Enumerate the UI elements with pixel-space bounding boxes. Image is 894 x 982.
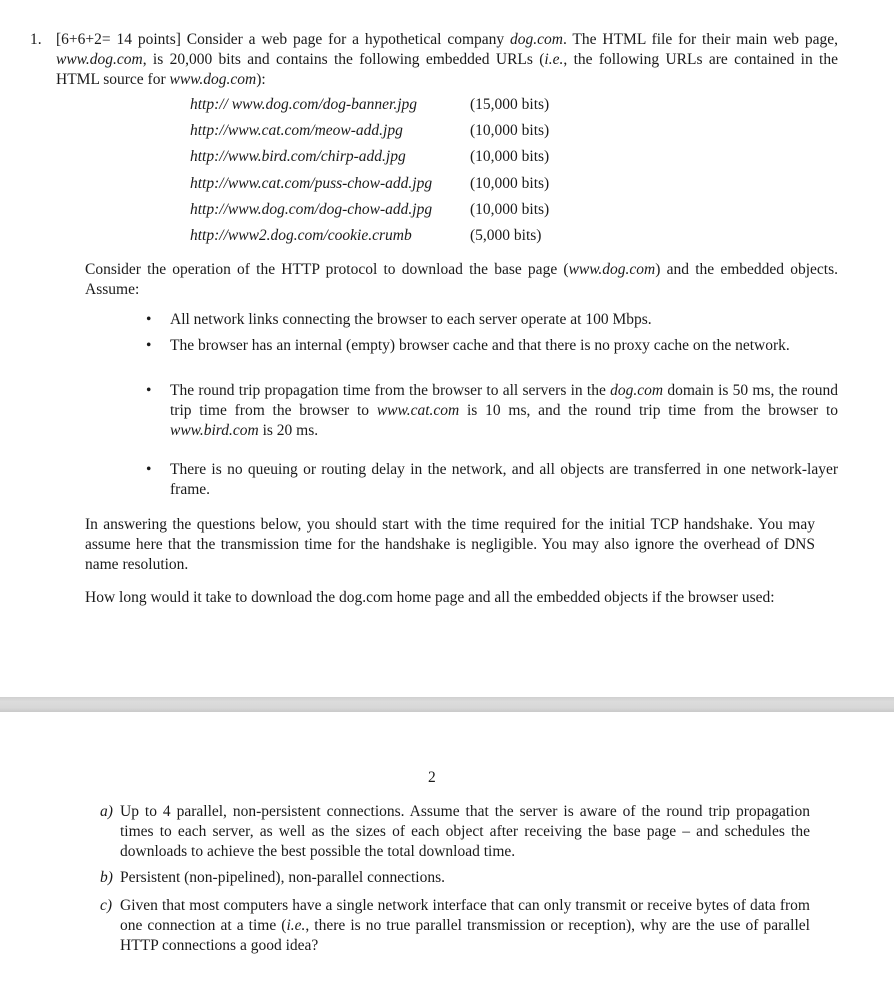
assumption-item: The browser has an internal (empty) browser cache and that there is no proxy cache on the network.: [170, 337, 790, 354]
bullet-icon: •: [146, 311, 152, 328]
assumption-item: The round trip propagation time from the browser to all servers in the dog.com domain is 50 ms, the round trip time from the browser to www.cat.com is 10 ms, and the round trip time from the browser to www.bird.com is 20 ms.: [170, 382, 839, 439]
url-item: http://www.bird.com/chirp-add.jpg: [190, 148, 406, 165]
consider-paragraph: Consider the operation of the HTTP protocol to download the base page (www.dog.com) and the embedded objects. Assume:: [85, 261, 839, 298]
part-c-label: c): [100, 897, 113, 914]
url-size: (10,000 bits): [470, 201, 550, 218]
url-size: (10,000 bits): [470, 175, 550, 192]
bullet-icon: •: [146, 337, 152, 354]
url-item: http://www.dog.com/dog-chow-add.jpg: [190, 201, 433, 218]
url-size: (10,000 bits): [470, 122, 550, 139]
part-a-label: a): [100, 803, 113, 820]
url-item: http://www2.dog.com/cookie.crumb: [190, 227, 412, 244]
part-b-text: Persistent (non-pipelined), non-parallel connections.: [120, 869, 445, 886]
question-intro: [6+6+2= 14 points] Consider a web page for a hypothetical company dog.com. The HTML file for their main web page, www.dog.com, is 20,000 bits and contains the following embedded URLs (i.e., the following URLs are contained in the HTML source for www.dog.com):: [56, 31, 838, 88]
url-size: (5,000 bits): [470, 227, 542, 244]
question-number: 1.: [30, 31, 42, 48]
bullet-icon: •: [146, 382, 152, 399]
bullet-icon: •: [146, 461, 152, 478]
part-a-text: Up to 4 parallel, non-persistent connections. Assume that the server is aware of the round trip propagation times to each server, as well as the sizes of each object after receiving the base page – and schedules the downloads to achieve the best possible the total download time.: [120, 803, 810, 860]
part-b-label: b): [100, 869, 113, 886]
url-item: http://www.cat.com/puss-chow-add.jpg: [190, 175, 433, 192]
url-item: http:// www.dog.com/dog-banner.jpg: [190, 96, 418, 113]
page-separator: [0, 697, 894, 712]
page-number: 2: [428, 769, 436, 786]
url-size: (15,000 bits): [470, 96, 550, 113]
assumption-item: All network links connecting the browser to each server operate at 100 Mbps.: [170, 311, 652, 328]
assumption-item: There is no queuing or routing delay in the network, and all objects are transferred in one network-layer frame.: [170, 461, 838, 498]
how-long-paragraph: How long would it take to download the dog.com home page and all the embedded objects if the browser used:: [85, 589, 775, 606]
url-item: http://www.cat.com/meow-add.jpg: [190, 122, 403, 139]
part-c-text: Given that most computers have a single network interface that can only transmit or receive bytes of data from one connection at a time (i.e., there is no true parallel transmission or reception), why are the use of parallel HTTP connections a good idea?: [120, 897, 810, 954]
url-size: (10,000 bits): [470, 148, 550, 165]
answering-paragraph: In answering the questions below, you should start with the time required for the initial TCP handshake. You may assume here that the transmission time for the handshake is negligible. You may also ignore the overhead of DNS name resolution.: [85, 516, 815, 573]
